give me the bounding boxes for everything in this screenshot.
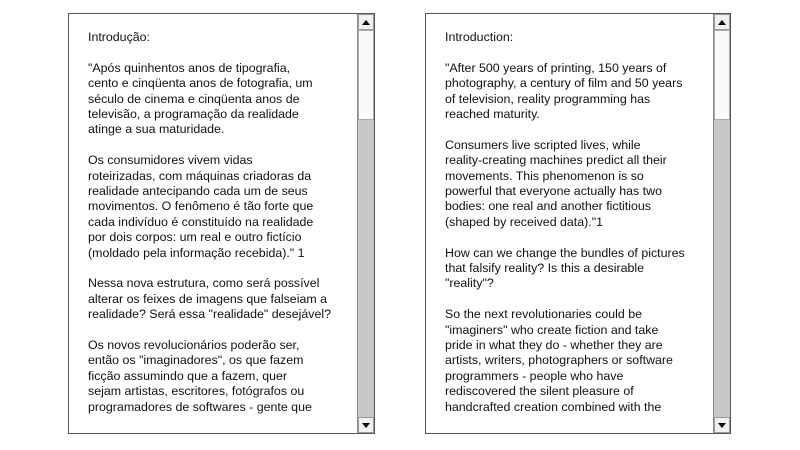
paragraph: How can we change the bundles of pictures that falsify reality? Is this a desirable "reality"? — [445, 245, 685, 291]
scroll-down-button[interactable] — [714, 417, 730, 433]
vertical-scrollbar[interactable] — [713, 14, 730, 433]
text-panel-english[interactable] — [425, 13, 731, 434]
scrollbar-thumb[interactable] — [358, 30, 374, 120]
arrow-up-icon — [362, 20, 370, 25]
text-panel-portuguese[interactable] — [68, 13, 375, 434]
paragraph: "After 500 years of printing, 150 years of photography, a century of film and 50 years of television, reality programming has reached maturity. — [445, 60, 683, 122]
paragraph: Introdução: — [88, 30, 150, 44]
paragraph: "Após quinhentos anos de tipografia, cento e cinqüenta anos de fotografia, um século de cinema e cinqüenta anos de televisão, a programação da realidade atinge a sua maturidade. — [88, 60, 313, 137]
arrow-down-icon — [362, 423, 370, 428]
vertical-scrollbar[interactable] — [357, 14, 374, 433]
scroll-up-button[interactable] — [358, 14, 374, 30]
arrow-down-icon — [718, 423, 726, 428]
paragraph: So the next revolutionaries could be "imaginers" who create fiction and take pride in what they do - whether they are artists, writers, photographers or software programmers - people who have rediscovered the silent pleasure of handcrafted creation combined with the — [445, 307, 673, 414]
scrollbar-thumb[interactable] — [714, 30, 730, 120]
scroll-down-button[interactable] — [358, 417, 374, 433]
paragraph: Consumers live scripted lives, while reality-creating machines predict all their movements. This phenomenon is so powerful that everyone actually has two bodies: one real and another fictitious (shaped by received data)."1 — [445, 137, 667, 229]
arrow-up-icon — [718, 20, 726, 25]
text-content-portuguese — [69, 14, 357, 433]
paragraph: Nessa nova estrutura, como será possível alterar os feixes de imagens que falseiam a realidade? Será essa "realidade" desejável? — [88, 276, 332, 322]
text-content-english — [426, 14, 713, 433]
paragraph: Os novos revolucionários poderão ser, então os "imaginadores", os que fazem ficção assumindo que a fazem, quer sejam artistas, escritores, fotógrafos ou programadores de softwares - gente que — [88, 338, 312, 414]
paragraph: Introduction: — [445, 30, 514, 44]
paragraph: Os consumidores vivem vidas roteirizadas, com máquinas criadoras da realidade antecipando cada um de seus movimentos. O fenômeno é tão forte que cada indivíduo é constituído na realidade por dois corpos: um real e outro fictício (moldado pela informação recebida)." 1 — [88, 153, 314, 260]
scroll-up-button[interactable] — [714, 14, 730, 30]
